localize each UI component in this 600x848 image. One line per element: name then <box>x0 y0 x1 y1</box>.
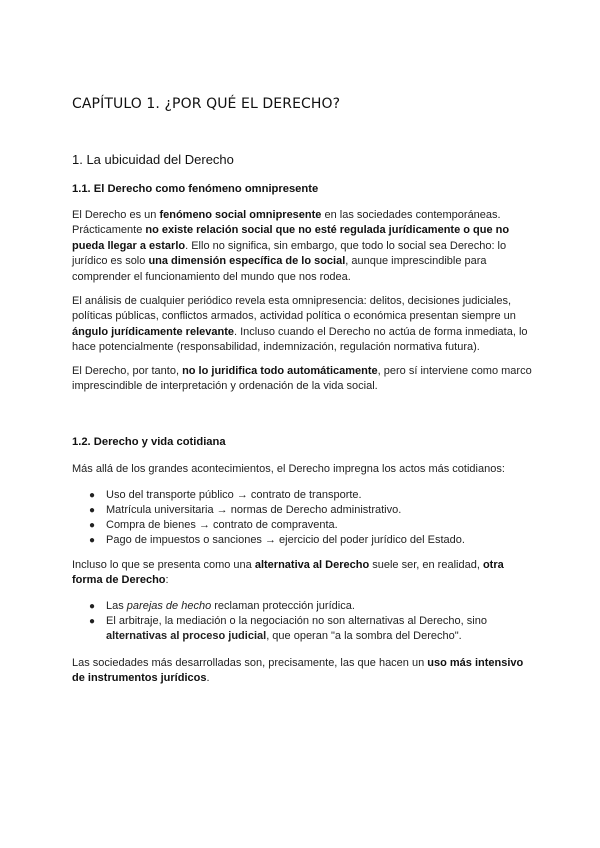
emphasis-text: una dimensión específica de lo social <box>148 255 346 268</box>
list-item <box>72 614 532 644</box>
text-run: El análisis de cualquier periódico revela esta omnipresencia: delitos, decisiones judiciales, políticas públicas, conflictos armados, actividad política o económica presentan siempre un <box>72 295 516 323</box>
bullet-icon: ● <box>89 535 96 546</box>
text-run: en las sociedades contemporáneas. Prácticamente <box>72 209 501 237</box>
paragraph-intro: Más allá de los grandes acontecimientos, el Derecho impregna los actos más cotidianos: <box>72 463 505 475</box>
text-run: . Incluso cuando el Derecho no actúa de forma inmediata, lo hace potencialmente (responsabilidad, indemnización, regulación normativa futura). <box>72 325 528 354</box>
text-run: Incluso lo que se presenta como una <box>72 559 255 571</box>
list-item: ● Uso del transporte público → contrato de transporte. <box>89 489 362 501</box>
bullet-icon: ● <box>89 520 96 531</box>
text-run: , aunque imprescindible para comprender el funcionamiento del mundo que nos rodea. <box>72 255 487 283</box>
section-title: 1. La ubicuidad del Derecho <box>72 152 234 167</box>
text-run: , que operan "a la sombra del Derecho". <box>266 630 462 642</box>
text-run: reclaman protección jurídica. <box>211 600 355 612</box>
subsection-title-1-1: 1.1. El Derecho como fenómeno omnipresente <box>72 183 319 195</box>
paragraph-alternative <box>72 558 532 589</box>
bullet-icon: ● <box>89 616 96 627</box>
text-run: : <box>165 574 169 587</box>
emphasis-text: no existe relación social que no esté regulada jurídicamente o que no pueda llegar a estarlo <box>72 224 510 252</box>
text-run: . Ello no significa, sin embargo, que todo lo social sea Derecho: lo jurídico es solo <box>72 239 507 268</box>
list-item: ● Pago de impuestos o sanciones → ejercicio del poder jurídico del Estado. <box>89 534 465 546</box>
text-run: . <box>206 672 210 685</box>
list-item: ● Matrícula universitaria → normas de Derecho administrativo. <box>89 504 402 516</box>
list-item <box>72 599 532 614</box>
everyday-acts-list <box>72 488 532 548</box>
text-run: El Derecho, por tanto, <box>72 365 183 377</box>
text-run: El arbitraje, la mediación o la negociación no son alternativas al Derecho, sino <box>106 615 487 627</box>
text-run: Las sociedades más desarrolladas son, precisamente, las que hacen un <box>72 657 428 669</box>
paragraph-3 <box>72 364 532 395</box>
text-run: El Derecho es un <box>72 209 160 221</box>
paragraph-final <box>72 656 532 687</box>
emphasis-text: uso más intensivo de instrumentos jurídicos <box>72 657 524 685</box>
paragraph-1 <box>72 208 532 285</box>
emphasis-text: alternativa al Derecho <box>254 559 370 571</box>
text-run: suele ser, en realidad, <box>369 559 483 571</box>
italic-text: parejas de hecho <box>126 600 212 612</box>
paragraph-2 <box>72 294 532 356</box>
emphasis-text: alternativas al proceso judicial <box>106 630 267 642</box>
emphasis-text: fenómeno social omnipresente <box>159 209 322 221</box>
emphasis-text: no lo juridifica todo automáticamente <box>182 365 378 377</box>
emphasis-text: otra forma de Derecho <box>72 559 504 587</box>
chapter-title: CAPÍTULO 1. ¿POR QUÉ EL DERECHO? <box>72 96 341 112</box>
bullet-icon: ● <box>89 490 96 501</box>
list-item: ● Compra de bienes → contrato de compraventa. <box>89 519 338 531</box>
emphasis-text: ángulo jurídicamente relevante <box>72 325 234 338</box>
text-run: Las <box>106 600 127 612</box>
subsection-title-1-2: 1.2. Derecho y vida cotidiana <box>72 436 226 448</box>
text-run: , pero sí interviene como marco imprescindible de interpretación y ordenación de la vida social. <box>72 365 532 393</box>
alternatives-list <box>72 599 532 644</box>
bullet-icon: ● <box>89 505 96 516</box>
bullet-icon: ● <box>89 601 96 612</box>
